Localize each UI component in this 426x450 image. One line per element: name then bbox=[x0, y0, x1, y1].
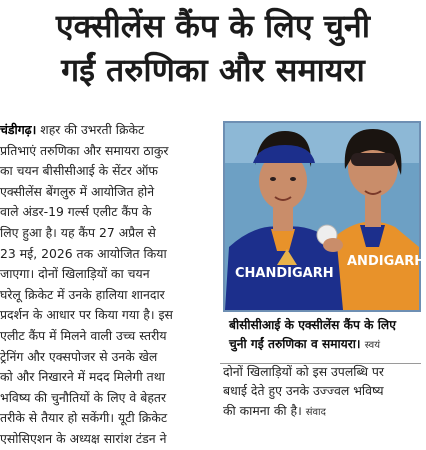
article-line: भविष्य की चुनौतियों के लिए वे बेहतर bbox=[0, 389, 167, 405]
photo-credit: स्वयं bbox=[364, 340, 380, 351]
headline-line-1: एक्सीलेंस कैंप के लिए चुनी bbox=[55, 7, 371, 45]
article-line: वाले अंडर-19 गर्ल्स एलीट कैंप के bbox=[0, 204, 152, 220]
article-line: एलीट कैंप में मिलने वाली उच्च स्तरीय bbox=[0, 327, 167, 343]
caption-line-1: बीसीसीआई के एक्सीलेंस कैंप के लिए bbox=[229, 318, 396, 332]
article-line: तरीके से तैयार हो सकेंगी। यूटी क्रिकेट bbox=[0, 410, 168, 426]
caption-line-2: चुनी गईं तरुणिका व समायरा। स्वयं bbox=[229, 337, 380, 351]
article-line: का चयन बीसीसीआई के सेंटर ऑफ bbox=[0, 163, 158, 179]
dateline: चंडीगढ़। bbox=[0, 122, 37, 137]
article-body bbox=[0, 120, 214, 446]
source-tag: संवाद bbox=[305, 406, 326, 418]
left-jersey-text: CHANDIGARH bbox=[235, 266, 334, 281]
right-player-hand bbox=[323, 238, 343, 252]
players-photo-illustration bbox=[225, 123, 426, 310]
article-line-1: चंडीगढ़। शहर की उभरती क्रिकेट bbox=[0, 122, 145, 137]
article-line: प्रतिभाएं तरुणिका और समायरा ठाकुर bbox=[0, 142, 169, 158]
left-player-eye bbox=[270, 177, 276, 181]
article-line: घरेलू क्रिकेट में उनके हालिया शानदार bbox=[0, 286, 165, 302]
article-continuation bbox=[223, 362, 423, 422]
right-jersey-text: ANDIGARH bbox=[347, 254, 426, 269]
article-line: एसोसिएशन के अध्यक्ष सारांश टंडन ने bbox=[0, 430, 167, 446]
article-line-last: की कामना की है। संवाद bbox=[223, 402, 326, 418]
right-player-neck bbox=[365, 195, 381, 227]
left-player-eye bbox=[290, 177, 296, 181]
article-line: जाएगा। दोनों खिलाड़ियों का चयन bbox=[0, 266, 150, 282]
article-line: ट्रेनिंग और एक्सपोजर से उनके खेल bbox=[0, 348, 158, 364]
article-line: को और निखारने में मदद मिलेगी तथा bbox=[0, 369, 165, 385]
photo-caption bbox=[223, 313, 421, 359]
article-line: एक्सीलेंस बेंगलुरु में आयोजित होने bbox=[0, 183, 155, 199]
headline-line-2: गईं तरुणिका और समायरा bbox=[61, 51, 365, 89]
headline bbox=[0, 0, 426, 96]
article-line: 23 मई, 2026 तक आयोजित किया bbox=[0, 245, 167, 261]
players-photo bbox=[223, 121, 426, 312]
article-line: प्रदर्शन के आधार पर किया गया है। इस bbox=[0, 307, 173, 323]
article-line: लिए हुआ है। यह कैंप 27 अप्रैल से bbox=[0, 224, 156, 240]
article-line: दोनों खिलाड़ियों को इस उपलब्धि पर bbox=[223, 364, 384, 379]
sunglasses bbox=[351, 153, 395, 166]
article-line: बधाई देते हुए उनके उज्ज्वल भविष्य bbox=[223, 383, 384, 399]
